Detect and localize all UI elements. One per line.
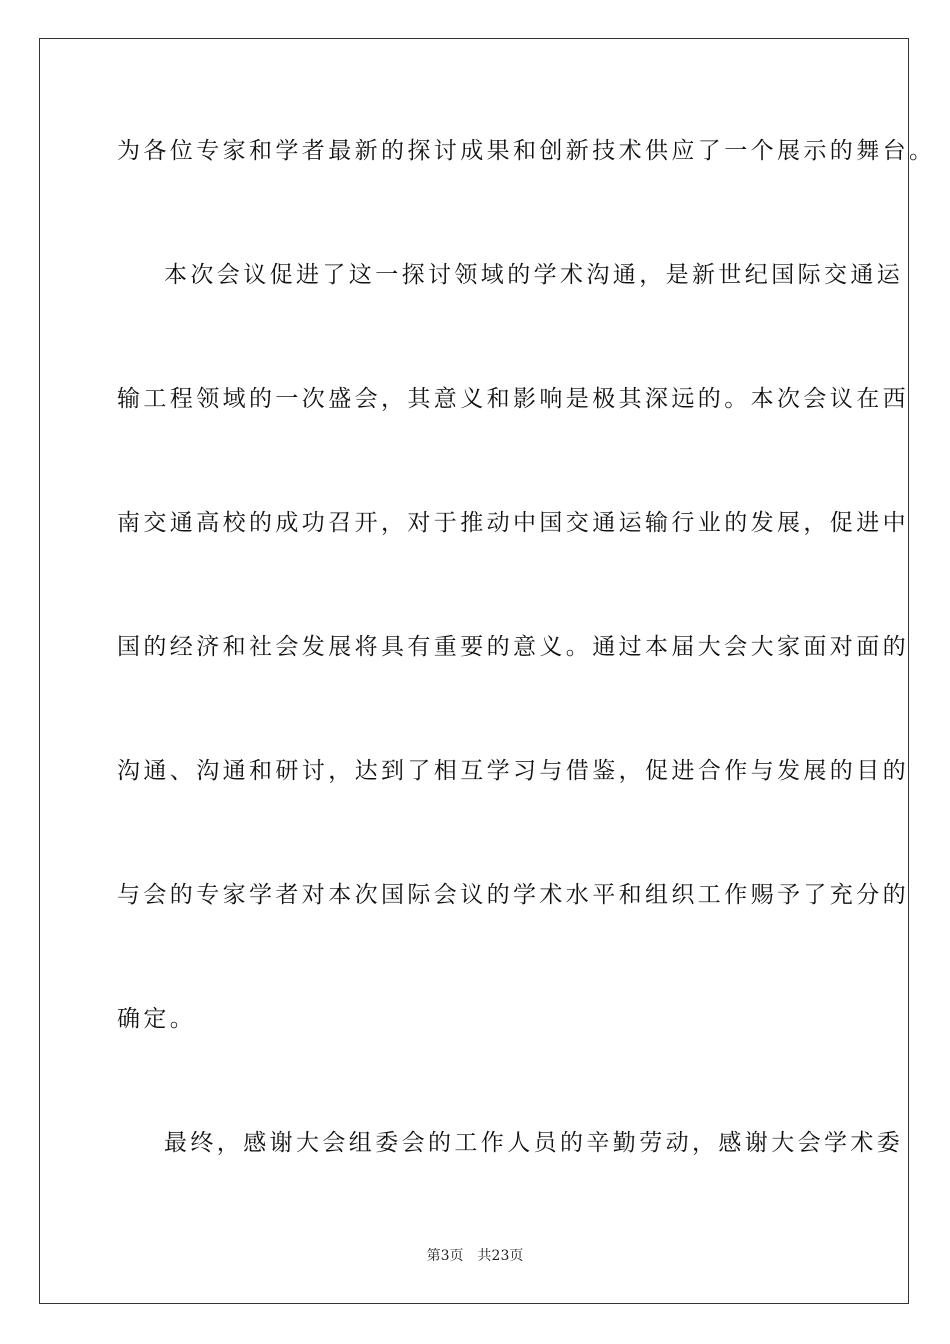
text-line: 与会的专家学者对本次国际会议的学术水平和组织工作赐予了充分的 (117, 882, 909, 908)
text-line: 确定。 (117, 1006, 197, 1032)
text-line: 国的经济和社会发展将具有重要的意义。通过本届大会大家面对面的 (117, 634, 909, 660)
page-border (39, 38, 936, 1304)
text-line: 输工程领域的一次盛会，其意义和影响是极其深远的。本次会议在西 (117, 386, 909, 412)
page-total: 共23页 (477, 1248, 524, 1264)
text-line: 为各位专家和学者最新的探讨成果和创新技术供应了一个展示的舞台。 (117, 138, 936, 164)
paragraph-first-line: 本次会议促进了这一探讨领域的学术沟通，是新世纪国际交通运 (164, 262, 904, 288)
text-line: 沟通、沟通和研讨，达到了相互学习与借鉴，促进合作与发展的目的 (117, 758, 909, 784)
paragraph-first-line: 最终，感谢大会组委会的工作人员的辛勤劳动，感谢大会学术委 (164, 1130, 904, 1156)
text-line: 南交通高校的成功召开，对于推动中国交通运输行业的发展，促进中 (117, 510, 909, 536)
page-number: 第3页 (426, 1248, 464, 1264)
page-footer (0, 1246, 950, 1266)
